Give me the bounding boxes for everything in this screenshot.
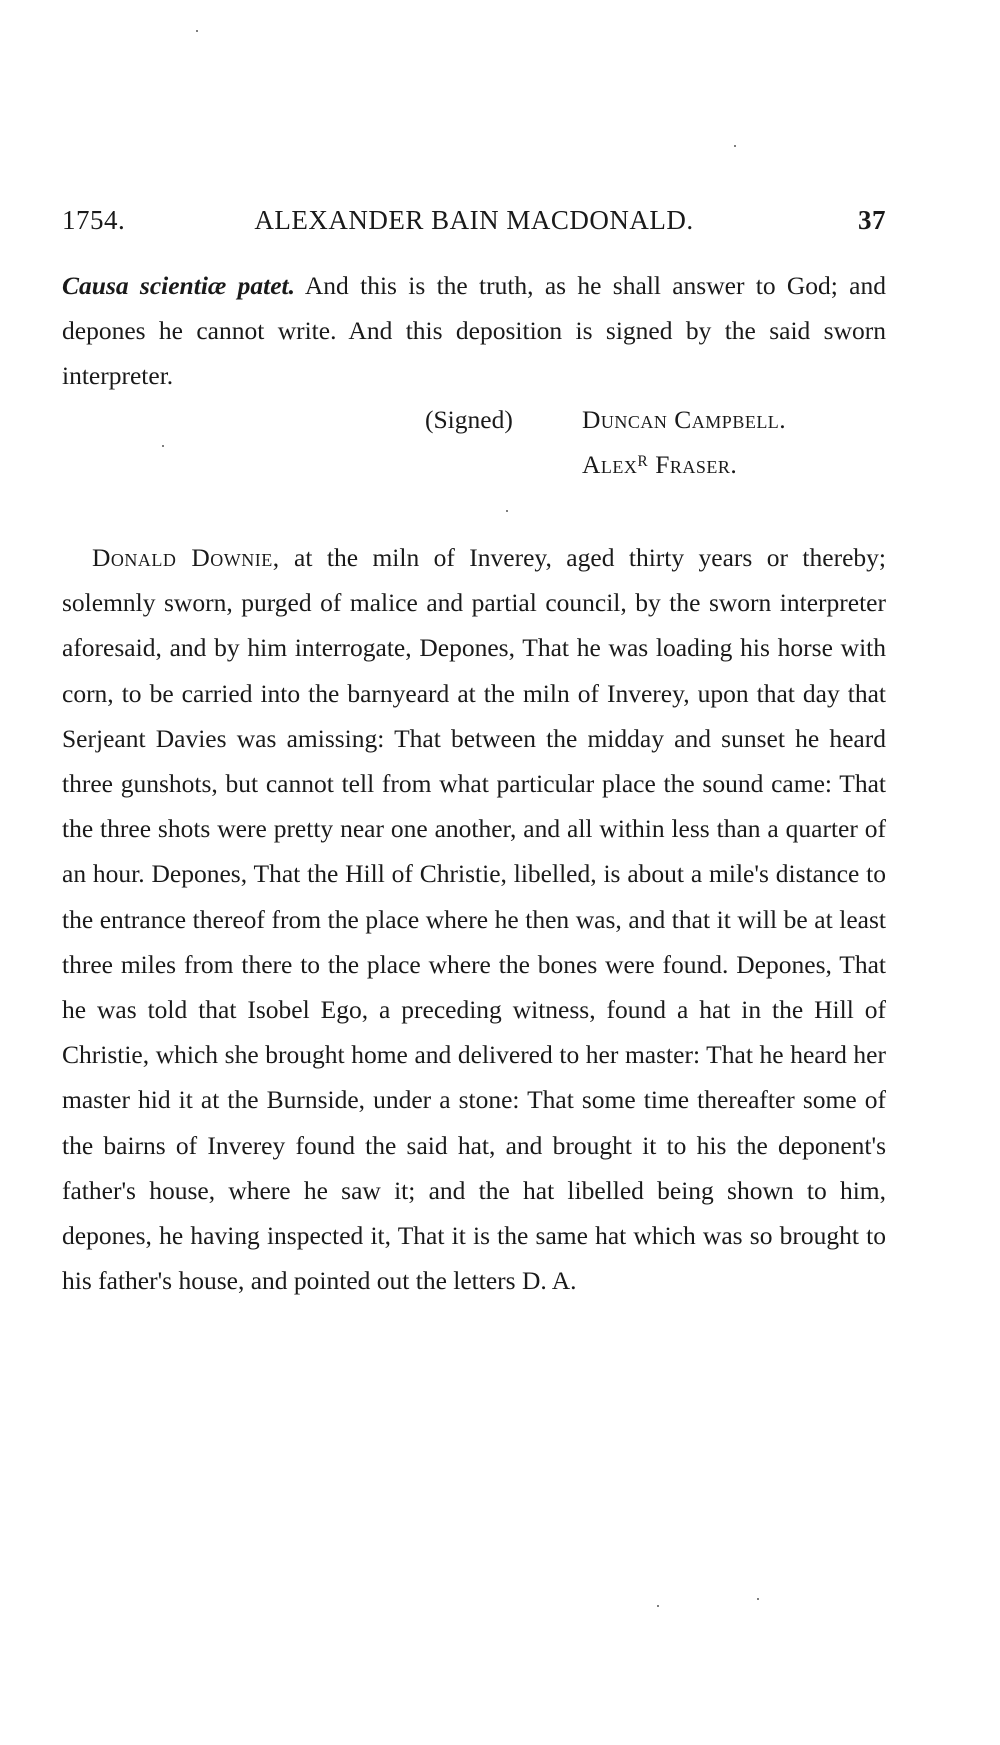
deposition-paragraph <box>62 535 886 1303</box>
print-speck <box>506 510 508 512</box>
print-speck <box>734 145 736 147</box>
print-speck <box>196 30 198 32</box>
latin-phrase: Causa scientiæ patet. <box>62 271 295 300</box>
signatory-alex-fraser: Alexᴿ Fraser. <box>582 450 738 479</box>
paragraph-text: at the miln of Inverey, aged thirty years or thereby; solemnly sworn, purged of malice and partial council, by the sworn interpreter aforesaid, and by him interrogate, Depones, That he was loading his horse with corn, to be carried into the barnyeard at the miln of Inverey, upon that day that Serjeant Davies was amissing: That between the midday and sunset he heard three gunshots, but cannot tell from what particular place the sound came: That the three shots were pretty near one another, and all within less than a quarter of an hour. Depones, That the Hill of Christie, libelled, is about a mile's distance to the entrance thereof from the place where he then was, and that it will be at least three miles from there to the place where the bones were found. Depones, That he was told that Isobel Ego, a preceding witness, found a hat in the Hill of Christie, which she brought home and delivered to her master: That he heard her master hid it at the Burnside, under a stone: That some time thereafter some of the bairns of Inverey found the said hat, and brought it to his the deponent's father's house, where he saw it; and the hat libelled being shown to him, depones, he having inspected it, That it is the same hat which was so brought to his father's house, and pointed out the letters D. A. <box>62 543 886 1296</box>
running-header <box>62 205 886 241</box>
paragraph-text: And this is the truth, as he shall answer to God; and depones he cannot write. And this deposition is signed by the said sworn interpreter. <box>62 271 887 391</box>
print-speck <box>657 1605 659 1607</box>
deposition-closing-paragraph <box>62 263 886 399</box>
signatory-duncan-campbell: Duncan Campbell. <box>582 405 787 434</box>
witness-name: Donald Downie, <box>92 543 280 572</box>
page-number: 37 <box>858 205 886 235</box>
signed-label: (Signed) <box>425 405 513 434</box>
print-speck <box>162 445 164 447</box>
print-speck <box>757 1598 759 1600</box>
header-year: 1754. <box>62 205 126 235</box>
header-title: ALEXANDER BAIN MACDONALD. <box>254 205 694 235</box>
